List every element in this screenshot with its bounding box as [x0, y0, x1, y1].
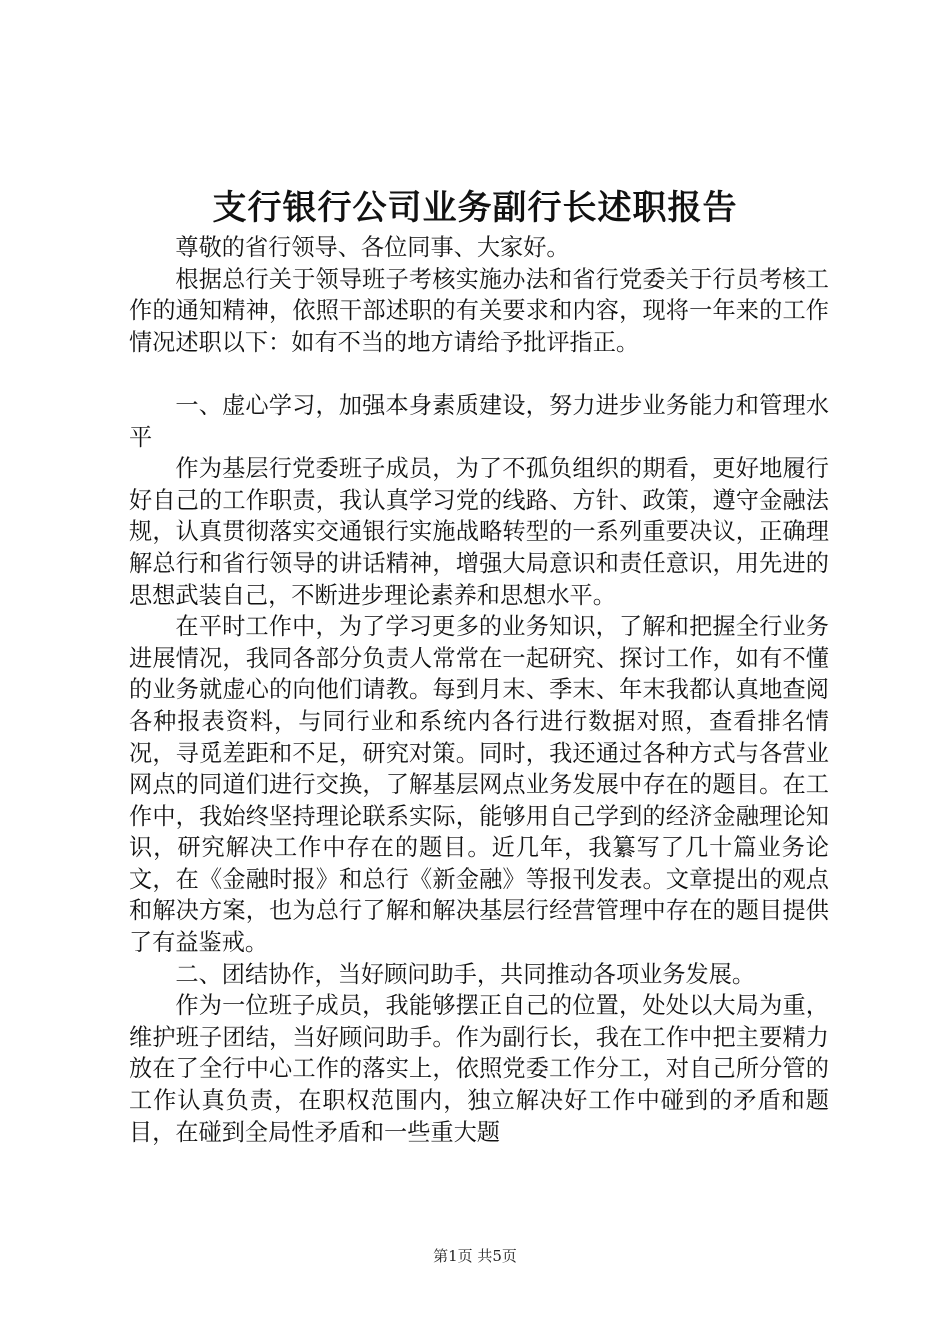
paragraph-daily-work: 在平时工作中，为了学习更多的业务知识，了解和把握全行业务进展情况，我同各部分负责人常常在一起研究、探讨工作，如有不懂的业务就虚心的向他们请教。每到月末、季末、年末我都认真地查阅各种报表资料，与同行业和系统内各行进行数据对照，查看排名情况，寻觅差距和不足，研究对策。同时，我还通过各种方式与各营业网点的同道们进行交换，了解基层网点业务发展中存在的题目。在工作中，我始终坚持理论联系实际，能够用自己学到的经济金融理论知识，研究解决工作中存在的题目。近几年，我纂写了几十篇业务论文，在《金融时报》和总行《新金融》等报刊发表。文章提出的观点和解决方案，也为总行了解和解决基层行经营管理中存在的题目提供了有益鉴戒。: [129, 613, 829, 957]
paragraph-study: 作为基层行党委班子成员，为了不孤负组织的期看，更好地履行好自己的工作职责，我认真学习党的线路、方针、政策，遵守金融法规，认真贯彻落实交通银行实施战略转型的一系列重要决议，正确理解总行和省行领导的讲话精神，增强大局意识和责任意识，用先进的思想武装自己，不断进步理论素养和思想水平。: [129, 455, 829, 609]
page-number: 第1页 共5页: [433, 1247, 517, 1265]
paragraph-greeting: 尊敬的省行领导、各位同事、大家好。: [175, 234, 570, 261]
section-heading-1: 一、虚心学习，加强本身素质建设，努力进步业务能力和管理水平: [129, 391, 829, 451]
paragraph-teamwork: 作为一位班子成员，我能够摆正自己的位置，处处以大局为重，维护班子团结，当好顾问助手。作为副行长，我在工作中把主要精力放在了全行中心工作的落实上，依照党委工作分工，对自己所分管的工作认真负责，在职权范围内，独立解决好工作中碰到的矛盾和题目，在碰到全局性矛盾和一些重大题: [129, 992, 829, 1146]
section-heading-2: 二、团结协作，当好顾问助手，共同推动各项业务发展。: [175, 960, 756, 988]
document-title: 支行银行公司业务副行长述职报告: [212, 188, 738, 228]
document-body: [129, 232, 829, 1148]
paragraph-intro: 根据总行关于领导班子考核实施办法和省行党委关于行员考核工作的通知精神，依照干部述职的有关要求和内容，现将一年来的工作情况述职以下：如有不当的地方请给予批评指正。: [129, 265, 829, 356]
